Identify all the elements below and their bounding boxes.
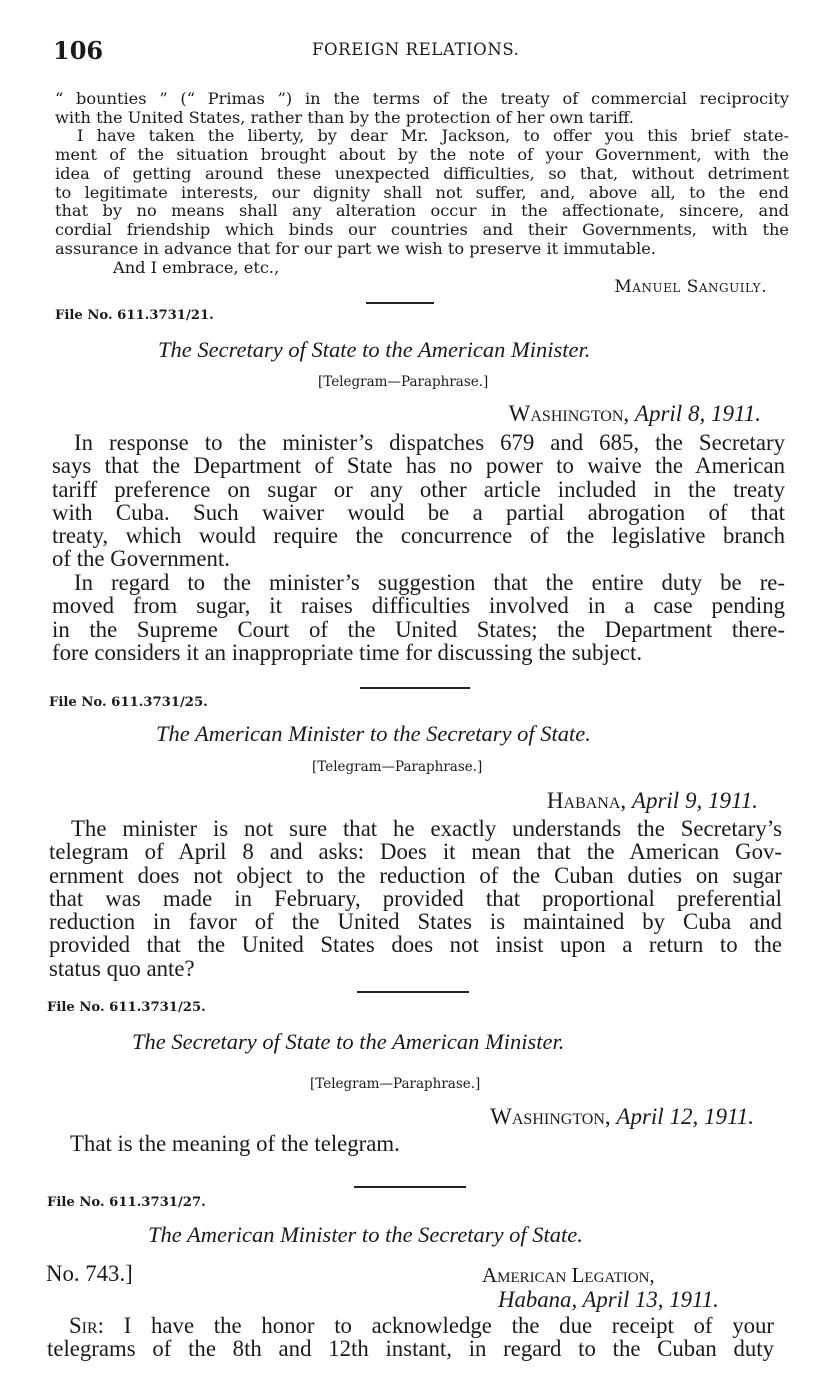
doc4-paragraph	[47, 1314, 774, 1361]
doc2-paragraph-1	[49, 817, 782, 980]
legation-place: American Legation,	[482, 1263, 655, 1287]
place: Habana,	[546, 788, 627, 813]
dispatch-number: No. 743.]	[46, 1261, 133, 1286]
letter-date: Habana, April 13, 1911.	[498, 1287, 719, 1312]
text-line: cordial friendship which binds our countries and their Governments, with the	[55, 219, 789, 239]
dateline	[490, 1104, 754, 1130]
file-number: File No. 611.3731/25.	[47, 1000, 206, 1015]
text-line: I have taken the liberty, by dear Mr. Jackson, to offer you this brief state-	[77, 126, 789, 146]
text-line: that was made in February, provided that proportional preferential	[49, 885, 782, 911]
text-line	[47, 1314, 774, 1337]
document-heading: The American Minister to the Secretary of State.	[148, 1222, 583, 1247]
salutation: Sir:	[69, 1313, 105, 1338]
text-line: The minister is not sure that he exactly understands the Secretary’s	[71, 816, 782, 841]
text-line: of the Government.	[52, 546, 230, 572]
file-number: File No. 611.3731/25.	[49, 695, 208, 710]
text-line: provided that the United States does not insist upon a return to the	[49, 932, 782, 958]
text-line: In regard to the minister’s suggestion that the entire duty be re-	[74, 570, 785, 595]
date: April 9, 1911.	[631, 788, 758, 813]
opening-paragraph-1	[55, 90, 789, 127]
text-line: status quo ante?	[49, 955, 195, 981]
document-heading: The Secretary of State to the American Minister.	[158, 337, 591, 362]
text-line: tariff preference on sugar or any other article included in the treaty	[52, 476, 785, 502]
dateline	[547, 788, 758, 814]
divider	[360, 687, 470, 689]
text-line: that by no means shall any alteration occur in the affectionate, sincere, and	[55, 201, 789, 221]
document-heading: The American Minister to the Secretary of State.	[156, 721, 591, 746]
text-line: ment of the situation brought about by the note of your Government, with the	[55, 145, 789, 165]
document-heading: The Secretary of State to the American Minister.	[132, 1029, 565, 1054]
signature: Manuel Sanguily.	[614, 277, 767, 297]
opening-paragraph-2	[55, 127, 789, 258]
text-line: treaty, which would require the concurrence of the legislative branch	[52, 523, 785, 549]
text-line: assurance in advance that for our part we wish to preserve it immutable.	[55, 238, 656, 258]
running-head: FOREIGN RELATIONS.	[312, 40, 520, 59]
date: April 8, 1911.	[634, 401, 761, 426]
text-span: I have the honor to acknowledge the due receipt of your	[123, 1313, 775, 1338]
telegram-note: [Telegram—Paraphrase.]	[312, 759, 483, 775]
telegram-note: [Telegram—Paraphrase.]	[310, 1076, 481, 1092]
doc1-paragraph-1	[52, 431, 785, 571]
text-line: says that the Department of State has no power to waive the American	[52, 453, 785, 479]
divider	[354, 1186, 466, 1188]
doc1-paragraph-2	[52, 571, 785, 664]
text-line: idea of getting around these unexpected difficulties, so that, without detriment	[55, 163, 789, 183]
text-line: In response to the minister’s dispatches 679 and 685, the Secretary	[74, 430, 785, 455]
text-line: in the Supreme Court of the United States; the Department there-	[52, 616, 785, 642]
place: Washington,	[490, 1104, 611, 1129]
text-line: telegrams of the 8th and 12th instant, in regard to the Cuban duty	[47, 1336, 774, 1362]
text-line: “ bounties ” (“ Primas ”) in the terms of the treaty of commercial reciprocity	[55, 89, 789, 108]
file-number: File No. 611.3731/21.	[55, 308, 214, 323]
doc3-text: That is the meaning of the telegram.	[70, 1131, 400, 1156]
divider	[357, 991, 469, 993]
closing-line: And I embrace, etc.,	[113, 258, 280, 277]
text-line: reduction in favor of the United States is maintained by Cuba and	[49, 909, 782, 935]
page-number: 106	[53, 36, 104, 65]
text-line: to legitimate interests, our dignity shall not suffer, and, above all, to the end	[55, 182, 789, 202]
dateline	[509, 401, 761, 427]
file-number: File No. 611.3731/27.	[47, 1195, 206, 1210]
place: Washington,	[508, 401, 630, 426]
date: April 12, 1911.	[616, 1104, 754, 1129]
text-line: moved from sugar, it raises difficulties involved in a case pending	[52, 593, 785, 619]
telegram-note: [Telegram—Paraphrase.]	[318, 374, 489, 390]
text-line: telegram of April 8 and asks: Does it mean that the American Gov-	[49, 839, 782, 865]
text-line: with the United States, rather than by the protection of her own tariff.	[55, 107, 634, 127]
text-line: with Cuba. Such waiver would be a partial abrogation of that	[52, 499, 785, 525]
text-line: ernment does not object to the reduction of the Cuban duties on sugar	[49, 862, 782, 888]
text-line: fore considers it an inappropriate time for discussing the subject.	[52, 639, 643, 665]
divider	[366, 302, 434, 304]
